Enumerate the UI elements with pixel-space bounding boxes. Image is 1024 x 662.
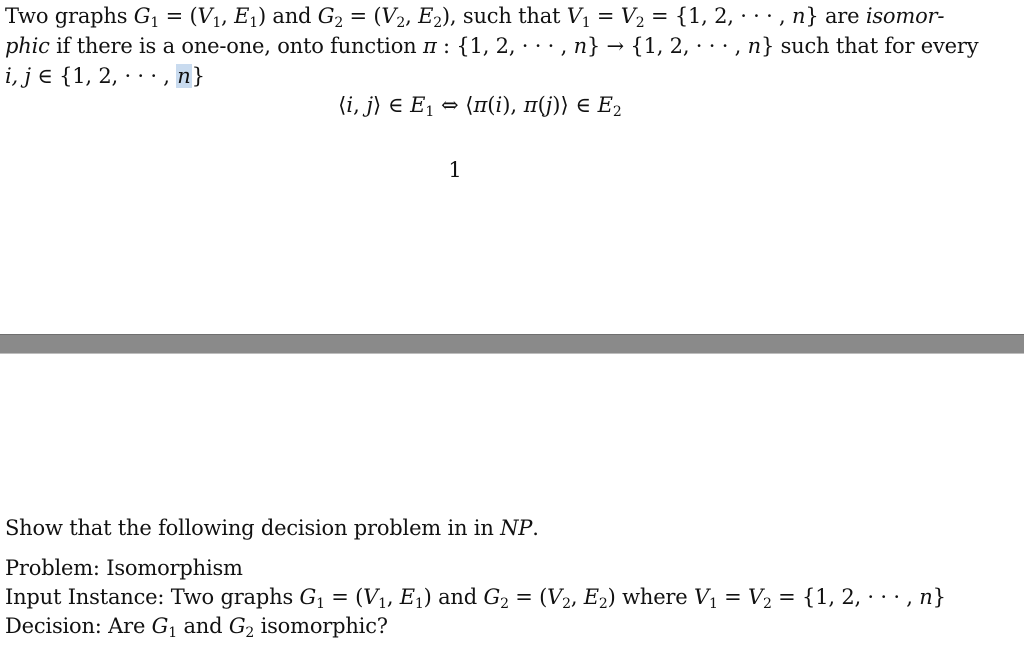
page-number: 1 [448, 158, 462, 182]
page-divider [0, 334, 1024, 354]
document-page-2 [0, 354, 1024, 662]
isomorphic-term-part1: isomor- [865, 4, 945, 28]
problem-prompt[interactable]: Show that the following decision problem in in NP. [5, 516, 539, 540]
definition-line-3[interactable]: i, j ∈ {1, 2, · · · , n} [5, 64, 205, 88]
np-class: NP [500, 516, 533, 540]
pi-symbol: π [422, 34, 437, 58]
g2-symbol: $G_2$ [317, 4, 344, 31]
isomorphic-term-part2: phic [5, 34, 50, 58]
definition-line-2[interactable]: phic if there is a one-one, onto function π : {1, 2, · · · , n} → {1, 2, · · · , n} such that for every [5, 34, 979, 58]
isomorphism-equation[interactable]: ⟨i, j⟩ ∈ $E_1$ ⇔ ⟨π(i), π(j)⟩ ∈ $E_2$ [338, 93, 622, 120]
selected-text-highlight[interactable]: n [177, 64, 191, 88]
definition-line-1[interactable]: Two graphs $G_1 = (V_1$, $E_1$) and $G_2 = (V_2$, $E_2$), such that $V_1 = V_2 = \{1$, 2, · · · , n} are isomor- [5, 4, 945, 31]
problem-title[interactable]: Problem: Isomorphism [5, 556, 243, 580]
decision-question[interactable]: Decision: Are $G_1$ and $G_2$ isomorphic? [5, 614, 388, 641]
g1-symbol: $G_1$ [133, 4, 160, 31]
input-instance[interactable]: Input Instance: Two graphs $G_1 = (V_1$, $E_1$) and $G_2 = (V_2$, $E_2$) where $V_1 = V_2 = \{1$, 2, · · · , n} [5, 585, 946, 612]
